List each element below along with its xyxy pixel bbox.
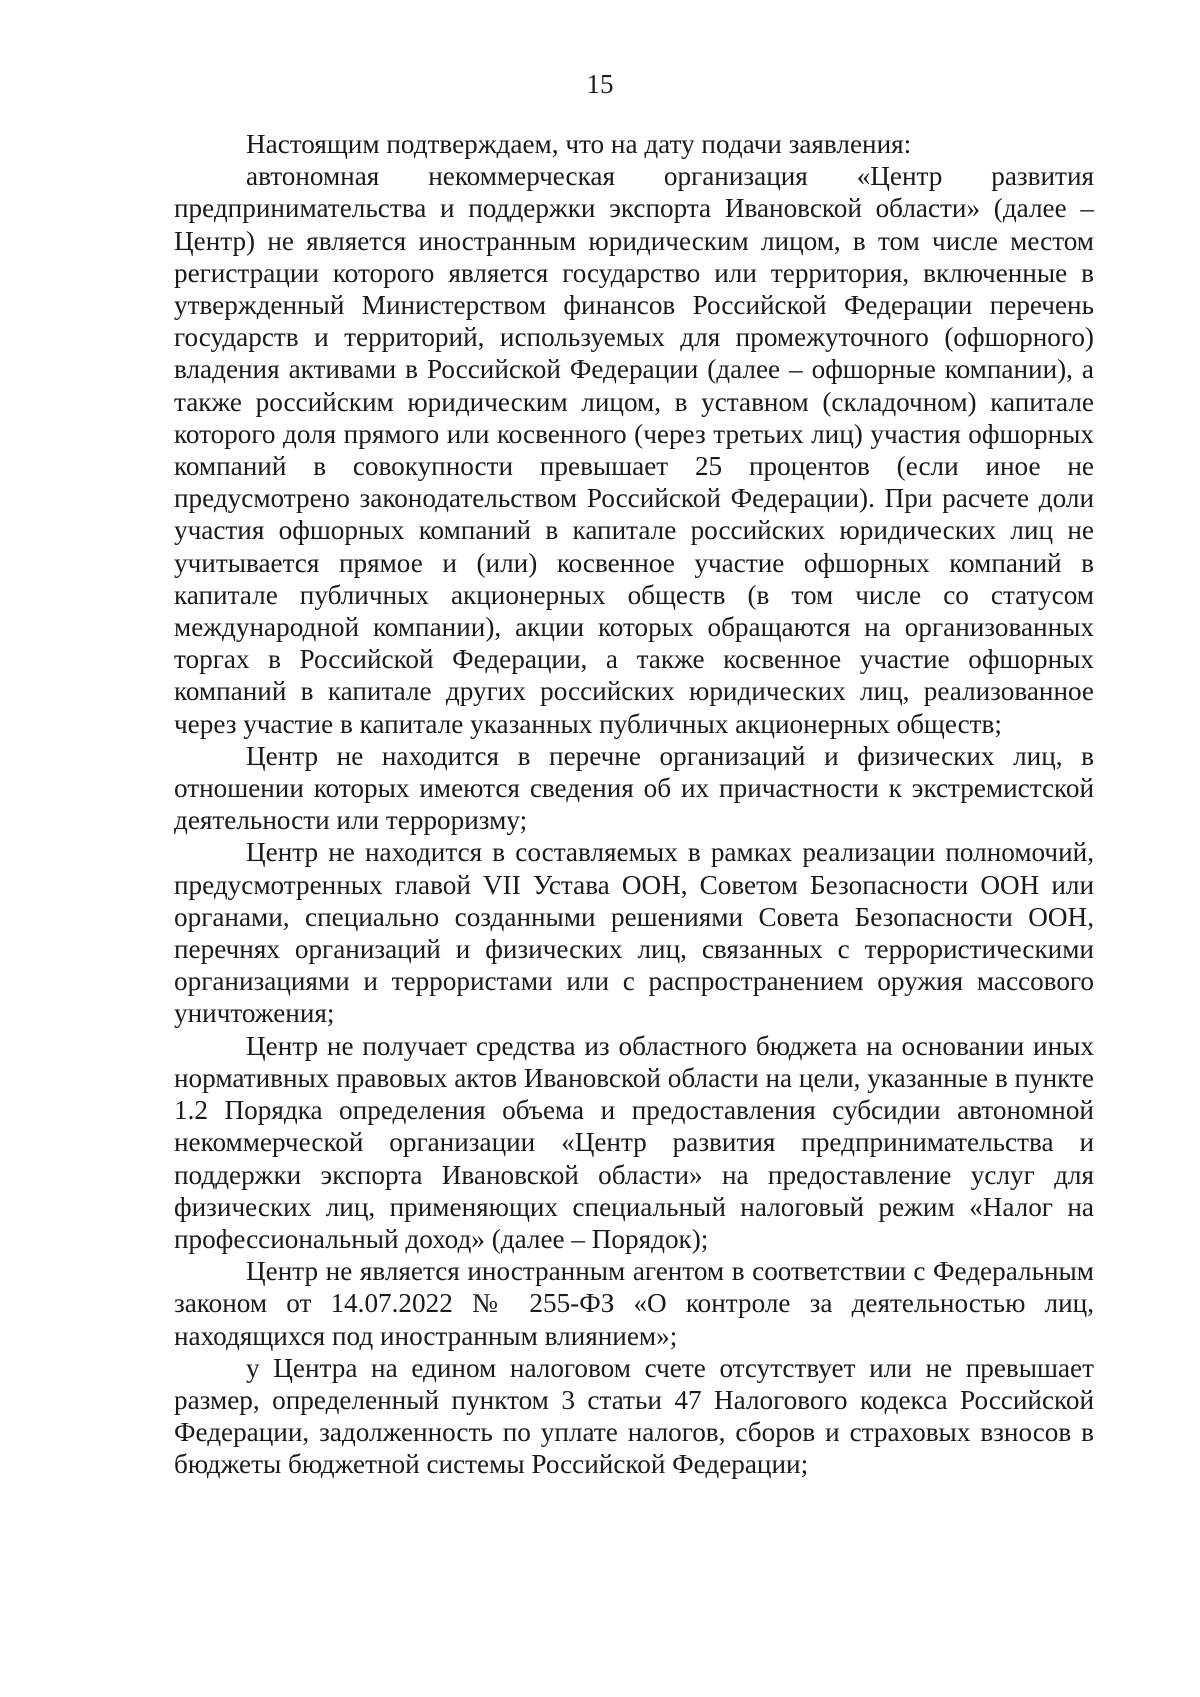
paragraph-tax-debt: у Центра на едином налоговом счете отсутствует или не превышает размер, определенный пунктом 3 статьи 47 Налогового кодекса Российской Федерации, задолженность по уплате налогов, сборов и страховых взносов в бюджеты бюджетной системы Российской Федерации; [174,1352,1094,1480]
document-body [174,128,1094,1481]
paragraph-regional-budget: Центр не получает средства из областного бюджета на основании иных нормативных правовых актов Ивановской области на цели, указанные в пункте 1.2 Порядка определения объема и предоставления субсидии автономной некоммерческой организации «Центр развития предпринимательства и поддержки экспорта Ивановской области» на предоставление услуг для физических лиц, применяющих специальный налоговый режим «Налог на профессиональный доход» (далее – Порядок); [174,1030,1094,1254]
paragraph-extremism-list: Центр не находится в перечне организаций и физических лиц, в отношении которых имеются сведения об их причастности к экстремистской деятельности или терроризму; [174,740,1094,836]
paragraph-foreign-agent: Центр не является иностранным агентом в соответствии с Федеральным законом от 14.07.2022 № 255-ФЗ «О контроле за деятельностью лиц, находящихся под иностранным влиянием»; [174,1256,1094,1351]
paragraph-un-sanctions-list: Центр не находится в составляемых в рамках реализации полномочий, предусмотренных главой VII Устава ООН, Советом Безопасности ООН или органами, специально созданными решениями Совета Безопасности ООН, перечнях организаций и физических лиц, связанных с террористическими организациями и террористами или с распространением оружия массового уничтожения; [174,837,1094,1029]
paragraph-intro: Настоящим подтверждаем, что на дату подачи заявления: [246,129,912,159]
page-number: 15 [586,69,614,99]
paragraph-offshore-status: автономная некоммерческая организация «Центр развития предпринимательства и поддержки экспорта Ивановской области» (далее – Центр) не является иностранным юридическим лицом, в том числе местом регистрации которого является государство или территория, включенные в утвержденный Министерством финансов Российской Федерации перечень государств и территорий, используемых для промежуточного (офшорного) владения активами в Российской Федерации (далее – офшорные компании), а также российским юридическим лицом, в уставном (складочном) капитале которого доля прямого или косвенного (через третьих лиц) участия офшорных компаний в совокупности превышает 25 процентов (если иное не предусмотрено законодательством Российской Федерации). При расчете доли участия офшорных компаний в капитале российских юридических лиц не учитывается прямое и (или) косвенное участие офшорных компаний в капитале публичных акционерных обществ (в том числе со статусом международной компании), акции которых обращаются на организованных торгах в Российской Федерации, а также косвенное участие офшорных компаний в капитале других российских юридических лиц, реализованное через участие в капитале указанных публичных акционерных обществ; [174,161,1094,739]
